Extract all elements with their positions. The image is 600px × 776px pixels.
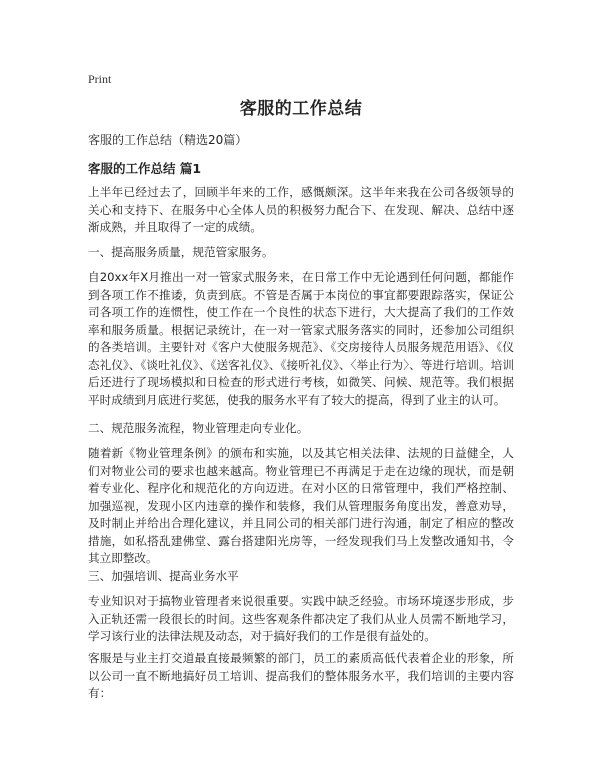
document-subtitle: 客服的工作总结（精选20篇） bbox=[88, 133, 248, 147]
print-link[interactable]: Print bbox=[88, 72, 112, 86]
subheading-service-quality: 一、提高服务质量，规范管家服务。 bbox=[88, 245, 274, 259]
subheading-training: 三、加强培训、提高业务水平 bbox=[88, 569, 239, 583]
paragraph-service-quality: 自20xx年X月推出一对一管家式服务来，在日常工作中无论遇到任何问题，都能作到各项工作不推诿，负责到底。不管是否属于本岗位的事宜都要跟踪落实，保证公司各项工作的连惯性，使工作在一个良性的状态下进行，大大提高了我们的工作效率和服务质量。根据记录统计，在一对一管家式服务落实的同时，还参加公司组织的各类培训。主要针对《客户大使服务规范》、《交房接待人员服务规范用语》、《仪态礼仪》、《谈吐礼仪》、《送客礼仪》、《接听礼仪》、〈举止行为〉、等进行培训。培训后还进行了现场模拟和日检查的形式进行考核，如微笑、问候、规范等。我们根据平时成绩到月底进行奖惩，使我的服务水平有了较大的提高，得到了业主的认可。 bbox=[88, 270, 514, 407]
intro-paragraph: 上半年已经过去了，回顾半年来的工作，感慨颇深。这半年来我在公司各级领导的关心和支持下、在服务中心全体人员的积极努力配合下、在发现、解决、总结中逐渐成熟，并且取得了一定的成绩。 bbox=[88, 185, 514, 234]
paragraph-service-process: 随着新《物业管理条例》的颁布和实施，以及其它相关法律、法规的日益健全，人们对物业公司的要求也越来越高。物业管理已不再满足于走在边缘的现状，而是朝着专业化、程序化和规范化的方向迈进。在对小区的日常管理中，我们严格控制、加强巡视，发现小区内违章的操作和装修，我们从管理服务角度出发，善意劝导，及时制止并给出合理化建议，并且同公司的相关部门进行沟通，制定了相应的整改措施，如私搭乱建佛堂、露台搭建阳光房等，一经发现我们马上发整改通知书，令其立即整改。 bbox=[88, 446, 514, 565]
paragraph-customer-service: 客服是与业主打交道最直接最频繁的部门，员工的素质高低代表着企业的形象，所以公司一直不断地搞好员工培训、提高我们的整体服务水平，我们培训的主要内容有： bbox=[88, 651, 514, 700]
subheading-service-process: 二、规范服务流程，物业管理走向专业化。 bbox=[88, 421, 309, 435]
paragraph-training: 专业知识对于搞物业管理者来说很重要。实践中缺乏经验。市场环境逐步形成，步入正轨还需一段很长的时间。这些客观条件都决定了我们从业人员需不断地学习，学习该行业的法律法规及动态，对于搞好我们的工作是很有益处的。 bbox=[88, 594, 514, 643]
section-heading: 客服的工作总结 篇1 bbox=[88, 161, 202, 176]
page-title: 客服的工作总结 bbox=[239, 99, 363, 119]
